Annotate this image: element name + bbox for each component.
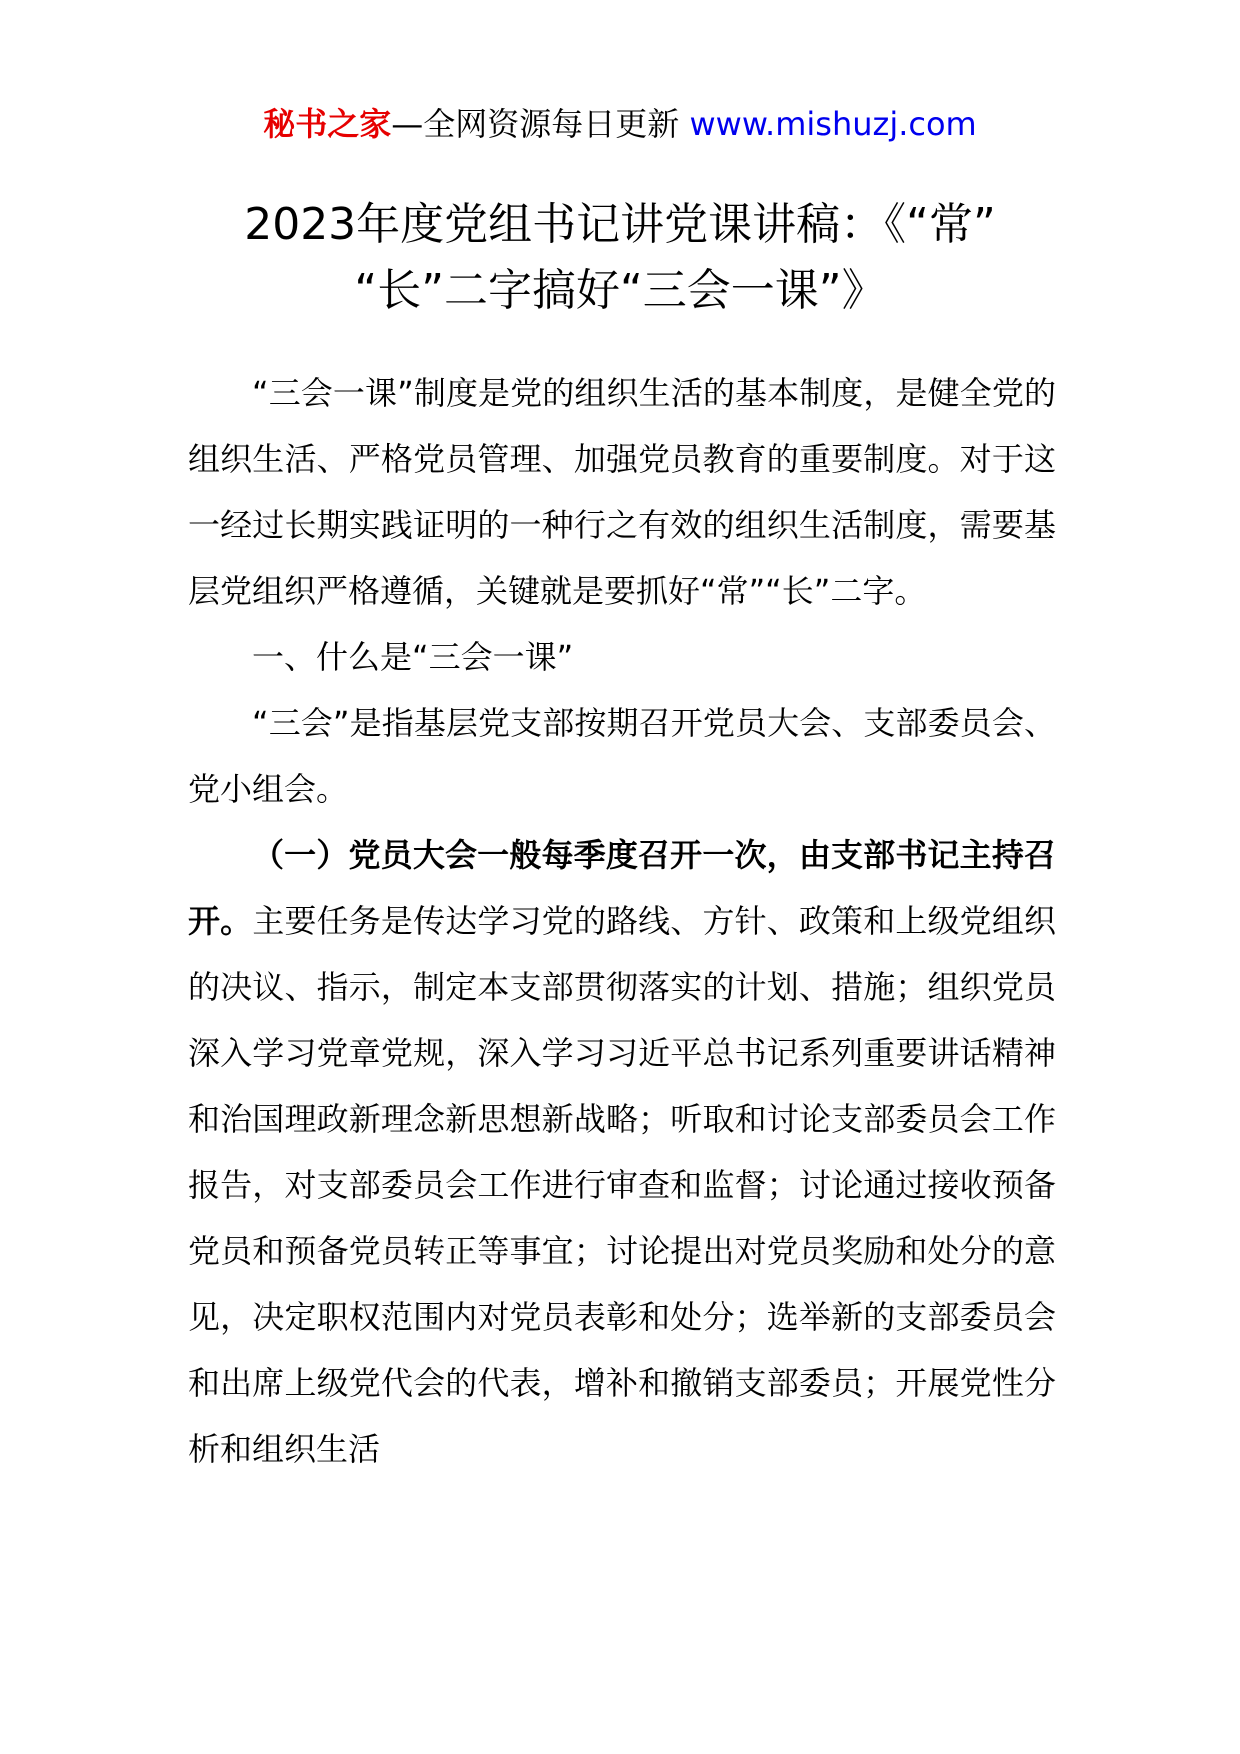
title-line-2: “长”二字搞好“三会一课”》 [354,265,886,316]
brand-name: 秘书之家 [263,105,392,143]
document-title [150,192,1090,324]
site-banner [0,100,1240,148]
intro-paragraph: “三会一课”制度是党的组织生活的基本制度，是健全党的组织生活、严格党员管理、加强党员教育的重要制度。对于这一经过长期实践证明的一种行之有效的组织生活制度，需要基层党组织严格遵循，关键就是要抓好“常”“长”二字。 [188,374,1056,610]
site-url-link[interactable]: www.mishuzj.com [689,105,977,143]
document-body [188,360,1056,1482]
section-1-lead: （一）党员大会一般每季度召开一次，由支部书记主持召开。 [188,836,1056,940]
section-1-text: 主要任务是传达学习党的路线、方针、政策和上级党组织的决议、指示，制定本支部贯彻落实的计划、措施；组织党员深入学习党章党规，深入学习习近平总书记系列重要讲话精神和治国理政新理念新思想新战略；听取和讨论支部委员会工作报告，对支部委员会工作进行审查和监督；讨论通过接收预备党员和预备党员转正等事宜；讨论提出对党员奖励和处分的意见，决定职权范围内对党员表彰和处分；选举新的支部委员会和出席上级党代会的代表，增补和撤销支部委员；开展党性分析和组织生活 [188,902,1056,1468]
section-heading: 一、什么是“三会一课” [252,638,574,676]
section-1-paragraph [188,822,1056,1482]
title-line-1: 2023年度党组书记讲党课讲稿：《“常” [244,199,996,250]
definition-paragraph: “三会”是指基层党支部按期召开党员大会、支部委员会、党小组会。 [188,704,1056,808]
banner-tagline: —全网资源每日更新 [391,105,680,143]
